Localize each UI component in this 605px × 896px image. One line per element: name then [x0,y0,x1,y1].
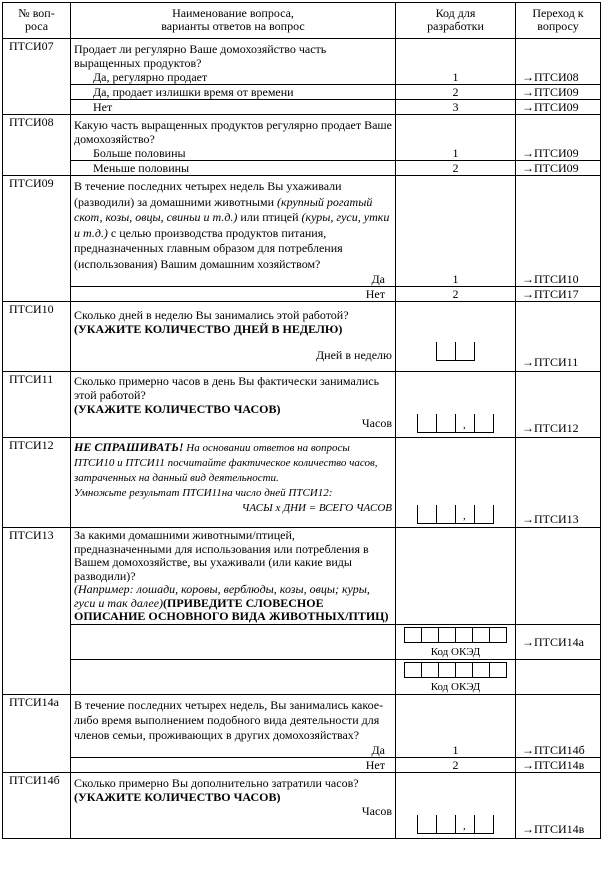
q14a-option-skip: →ПТСИ14б [516,743,601,758]
q11-answer[interactable] [396,372,516,438]
q07-option-3[interactable] [3,100,601,115]
q09-row [3,176,601,273]
q14a-text: В течение последних четырех недель, Вы занимались какое-либо время выполнением подобного вида деятельности для членов семьи, проживающих в других домохозяйствах? [71,694,396,743]
q11-id: ПТСИ11 [3,372,71,438]
q09-text-a: В течение последних четырех недель Вы ухаживали (разводили) за домашними животными [74,179,342,209]
q14b-skip: →ПТСИ14в [516,772,601,838]
q09-text [71,176,396,273]
header-skip: Переход к вопросу [516,3,601,39]
q14a-option-code: 1 [396,743,516,758]
q09-text-b: (крупный рогатый скот, козы, овцы, свиньи и т.д.) [74,194,373,224]
q13-okved-boxes-2[interactable] [404,662,507,678]
q10-instruction: (УКАЖИТЕ КОЛИЧЕСТВО ДНЕЙ В НЕДЕЛЮ) [74,322,343,336]
q14a-option-2[interactable] [3,757,601,772]
q11-question: Сколько примерно часов в день Вы фактически занимались этой работой? [74,374,380,402]
q09-option-code: 2 [396,287,516,302]
q10-unit: Дней в неделю [316,348,392,362]
q11-unit: Часов [361,416,392,430]
q10-digit-boxes[interactable] [436,342,475,361]
q13-okved-1[interactable] [396,624,516,659]
q13-text [71,528,396,625]
q10-answer[interactable] [396,302,516,372]
q07-option-code: 2 [396,85,516,100]
q13-row [3,528,601,625]
q07-option-1[interactable] [3,70,601,85]
q09-option-label: Да [71,272,396,287]
q07-text: Продает ли регулярно Ваше домохозяйство часть выращенных продуктов? [71,39,396,71]
q09-option-label: Нет [71,287,396,302]
q13-instruction: (ПРИВЕДИТЕ СЛОВЕСНОЕ ОПИСАНИЕ ОСНОВНОГО ВИДА ЖИВОТНЫХ/ПТИЦ) [74,595,389,623]
q14b-question: Сколько примерно Вы дополнительно затратили часов? [74,775,359,790]
q07-option-label: Нет [71,100,396,115]
q14a-option-code: 2 [396,757,516,772]
q13-okved-boxes-1[interactable] [404,627,507,643]
q14b-unit: Часов [361,803,392,818]
q07-option-2[interactable] [3,85,601,100]
q08-text: Какую часть выращенных продуктов регулярно продает Ваше домохозяйство? [71,115,396,147]
q10-skip: →ПТСИ11 [516,302,601,372]
q14b-digit-boxes[interactable] [417,815,494,834]
header-code: Код для разработки [396,3,516,39]
q12-skip: →ПТСИ13 [516,438,601,528]
q12-answer[interactable] [396,438,516,528]
q09-text-c: или птицей [237,210,302,224]
q13-okved-label-2: Код ОКЭД [430,680,481,693]
q10-question: Сколько дней в неделю Вы занимались этой работой? [74,308,349,322]
q09-text-d: (куры, гуси, утки и т.д.) [74,210,390,240]
q14b-id: ПТСИ14б [3,772,71,838]
q14b-row [3,772,601,838]
q09-option-1[interactable] [3,272,601,287]
q14a-option-skip: →ПТСИ14в [516,757,601,772]
q14a-option-label: Да [71,743,396,758]
q13-id: ПТСИ13 [3,528,71,695]
header-row [3,3,601,39]
q14a-id: ПТСИ14а [3,694,71,772]
q12-digit-boxes[interactable] [417,505,494,524]
q08-option-1[interactable] [3,146,601,161]
q12-row [3,438,601,528]
q08-option-code: 1 [396,146,516,161]
q12-formula: ЧАСЫ х ДНИ = ВСЕГО ЧАСОВ [241,502,392,514]
q13-okved-label-1: Код ОКЭД [430,645,481,658]
q08-option-2[interactable] [3,161,601,176]
q07-option-skip: →ПТСИ09 [516,85,601,100]
q08-option-label: Меньше половины [71,161,396,176]
q13-okved-description-2[interactable] [71,659,396,694]
q07-row [3,39,601,71]
q13-okved-row-1 [3,624,601,659]
q14a-option-label: Нет [71,757,396,772]
header-id: № воп- роса [3,3,71,39]
q09-text-e: с целью производства продуктов питания, предназначенных главным образом для потребления (использования) Вашим домашним хозяйством? [74,225,343,271]
q14b-instruction: (УКАЖИТЕ КОЛИЧЕСТВО ЧАСОВ) [74,789,281,804]
q09-option-skip: →ПТСИ17 [516,287,601,302]
q13-skip: →ПТСИ14а [516,624,601,659]
q11-row [3,372,601,438]
q13-okved-row-2 [3,659,601,694]
q14b-text [71,772,396,838]
q07-option-code: 3 [396,100,516,115]
q07-option-label: Да, регулярно продает [71,70,396,85]
q12-note-b: Умножьте результат ПТСИ11на число дней ПТСИ12: [74,487,333,499]
q07-option-code: 1 [396,70,516,85]
q12-note-bold: НЕ СПРАШИВАТЬ! [74,440,184,454]
header-question: Наименование вопроса, варианты ответов на вопрос [71,3,396,39]
q07-option-skip: →ПТСИ09 [516,100,601,115]
q08-option-label: Больше половины [71,146,396,161]
q11-instruction: (УКАЖИТЕ КОЛИЧЕСТВО ЧАСОВ) [74,402,281,416]
q11-digit-boxes[interactable] [417,414,494,433]
q12-note-a: На основании ответов на вопросы ПТСИ10 и ПТСИ11 посчитайте фактическое количество часов, затраченных на данный вид деятельности. [74,442,378,484]
q08-row [3,115,601,147]
q11-text [71,372,396,438]
q08-option-skip: →ПТСИ09 [516,146,601,161]
q12-text [71,438,396,528]
questionnaire-table [2,2,601,839]
q13-question: За какими домашними животными/птицей, предназначенными для использования или потребления в Вашем домохозяйстве, вы ухаживали (или какие виды разводили)? [74,528,369,583]
q08-option-skip: →ПТСИ09 [516,161,601,176]
q14b-answer[interactable] [396,772,516,838]
q13-okved-description-1[interactable] [71,624,396,659]
q08-option-code: 2 [396,161,516,176]
q07-option-skip: →ПТСИ08 [516,70,601,85]
q10-id: ПТСИ10 [3,302,71,372]
q13-okved-2[interactable] [396,659,516,694]
q09-option-2[interactable] [3,287,601,302]
q09-id: ПТСИ09 [3,176,71,302]
q10-row [3,302,601,372]
q11-skip: →ПТСИ12 [516,372,601,438]
q13-example: (Например: лошади, коровы, верблюды, козы, овцы; куры, гуси и так далее) [74,582,370,610]
q12-id: ПТСИ12 [3,438,71,528]
q10-text [71,302,396,372]
q14a-option-1[interactable] [3,743,601,758]
q07-option-label: Да, продает излишки время от времени [71,85,396,100]
q14a-row [3,694,601,743]
q09-option-code: 1 [396,272,516,287]
q07-id: ПТСИ07 [3,39,71,115]
q08-id: ПТСИ08 [3,115,71,176]
q09-option-skip: →ПТСИ10 [516,272,601,287]
